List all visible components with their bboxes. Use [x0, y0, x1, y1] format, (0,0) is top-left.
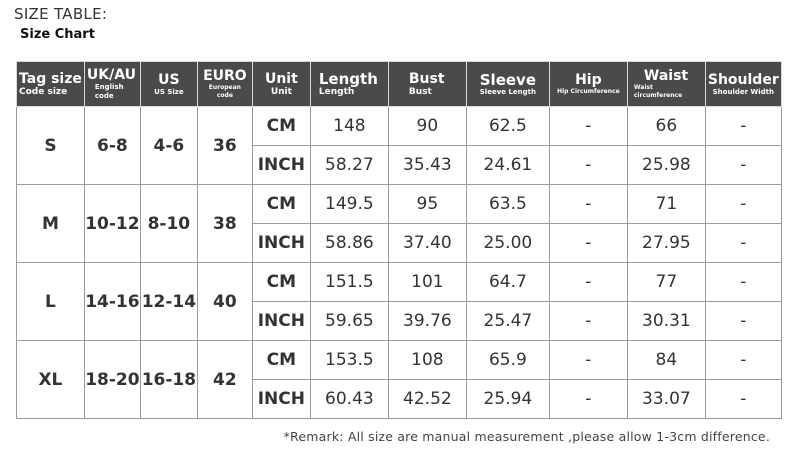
sleeve-cell: 25.00 — [466, 224, 549, 263]
header-tag — [17, 62, 85, 107]
us-size-cell: 12-14 — [140, 263, 197, 341]
bust-cell: 39.76 — [388, 302, 466, 341]
header-unit-sub: Unit — [270, 86, 292, 97]
header-waist-sub: Waist circumference — [633, 84, 683, 99]
page-subtitle: Size Chart — [20, 27, 95, 42]
header-sleeve-sub: Sleeve Length — [479, 87, 536, 96]
bust-cell: 90 — [388, 107, 466, 146]
header-euro-sub: European code — [208, 84, 241, 99]
page-title: SIZE TABLE: — [14, 5, 108, 23]
uk-size-cell: 10-12 — [84, 185, 140, 263]
shoulder-cell: - — [705, 107, 781, 146]
us-size-cell: 16-18 — [140, 341, 197, 419]
uk-size-cell: 6-8 — [84, 107, 140, 185]
shoulder-cell: - — [705, 341, 781, 380]
euro-size-cell: 38 — [197, 185, 252, 263]
header-bust-sub: Bust — [408, 86, 432, 97]
header-bust-label: Bust — [408, 70, 445, 87]
header-hip-label: Hip — [575, 72, 602, 88]
waist-cell: 77 — [627, 263, 705, 302]
waist-cell: 84 — [627, 341, 705, 380]
unit-cell: INCH — [252, 380, 310, 419]
length-cell: 60.43 — [310, 380, 388, 419]
shoulder-cell: - — [705, 185, 781, 224]
hip-cell: - — [549, 302, 627, 341]
shoulder-cell: - — [705, 302, 781, 341]
length-cell: 153.5 — [310, 341, 388, 380]
remark-note: *Remark: All size are manual measurement ,please allow 1-3cm difference. — [283, 429, 770, 444]
unit-cell: CM — [252, 341, 310, 380]
waist-cell: 30.31 — [627, 302, 705, 341]
bust-cell: 101 — [388, 263, 466, 302]
unit-cell: CM — [252, 185, 310, 224]
sleeve-cell: 25.47 — [466, 302, 549, 341]
header-tag-sub: Code size — [19, 86, 68, 97]
header-euro-label: EURO — [203, 68, 247, 84]
unit-cell: INCH — [252, 146, 310, 185]
us-size-cell: 8-10 — [140, 185, 197, 263]
tag-size-cell: L — [17, 263, 85, 341]
hip-cell: - — [549, 185, 627, 224]
tag-size-cell: S — [17, 107, 85, 185]
table-row — [17, 263, 782, 302]
table-row — [17, 107, 782, 146]
uk-size-cell: 14-16 — [84, 263, 140, 341]
waist-cell: 71 — [627, 185, 705, 224]
unit-cell: INCH — [252, 224, 310, 263]
hip-cell: - — [549, 146, 627, 185]
waist-cell: 25.98 — [627, 146, 705, 185]
header-us — [140, 62, 197, 107]
hip-cell: - — [549, 341, 627, 380]
shoulder-cell: - — [705, 380, 781, 419]
table-row — [17, 341, 782, 380]
header-unit — [252, 62, 310, 107]
length-cell: 149.5 — [310, 185, 388, 224]
header-hip-sub: Hip Circumference — [557, 88, 620, 95]
bust-cell: 95 — [388, 185, 466, 224]
header-length — [310, 62, 388, 107]
waist-cell: 66 — [627, 107, 705, 146]
header-sleeve-label: Sleeve — [479, 70, 536, 89]
shoulder-cell: - — [705, 224, 781, 263]
header-row — [17, 62, 782, 107]
header-hip — [549, 62, 627, 107]
tag-size-cell: M — [17, 185, 85, 263]
header-uk-sub: English code — [94, 83, 124, 100]
length-cell: 58.86 — [310, 224, 388, 263]
header-shoulder-sub: Shoulder Width — [712, 87, 774, 96]
sleeve-cell: 24.61 — [466, 146, 549, 185]
header-uk-label: UK/AU — [86, 67, 136, 83]
header-us-label: US — [158, 71, 180, 88]
unit-cell: CM — [252, 107, 310, 146]
hip-cell: - — [549, 263, 627, 302]
header-us-sub: US Size — [154, 87, 184, 96]
length-cell: 59.65 — [310, 302, 388, 341]
shoulder-cell: - — [705, 263, 781, 302]
tag-size-cell: XL — [17, 341, 85, 419]
sleeve-cell: 65.9 — [466, 341, 549, 380]
table-row — [17, 185, 782, 224]
euro-size-cell: 40 — [197, 263, 252, 341]
hip-cell: - — [549, 107, 627, 146]
euro-size-cell: 36 — [197, 107, 252, 185]
header-sleeve — [466, 62, 549, 107]
waist-cell: 27.95 — [627, 224, 705, 263]
header-waist-label: Waist — [643, 68, 689, 84]
hip-cell: - — [549, 224, 627, 263]
hip-cell: - — [549, 380, 627, 419]
sleeve-cell: 25.94 — [466, 380, 549, 419]
length-cell: 58.27 — [310, 146, 388, 185]
bust-cell: 35.43 — [388, 146, 466, 185]
unit-cell: INCH — [252, 302, 310, 341]
uk-size-cell: 18-20 — [84, 341, 140, 419]
header-shoulder — [705, 62, 781, 107]
bust-cell: 108 — [388, 341, 466, 380]
bust-cell: 37.40 — [388, 224, 466, 263]
shoulder-cell: - — [705, 146, 781, 185]
header-bust — [388, 62, 466, 107]
header-shoulder-label: Shoulder — [707, 71, 779, 88]
sleeve-cell: 62.5 — [466, 107, 549, 146]
size-table — [16, 61, 782, 419]
header-uk — [84, 62, 140, 107]
length-cell: 148 — [310, 107, 388, 146]
header-waist — [627, 62, 705, 107]
sleeve-cell: 64.7 — [466, 263, 549, 302]
euro-size-cell: 42 — [197, 341, 252, 419]
header-tag-label: Tag size — [19, 70, 82, 87]
length-cell: 151.5 — [310, 263, 388, 302]
us-size-cell: 4-6 — [140, 107, 197, 185]
header-length-sub: Length — [318, 86, 355, 97]
waist-cell: 33.07 — [627, 380, 705, 419]
header-unit-label: Unit — [264, 70, 298, 87]
header-length-label: Length — [318, 69, 378, 88]
bust-cell: 42.52 — [388, 380, 466, 419]
header-euro — [197, 62, 252, 107]
unit-cell: CM — [252, 263, 310, 302]
sleeve-cell: 63.5 — [466, 185, 549, 224]
